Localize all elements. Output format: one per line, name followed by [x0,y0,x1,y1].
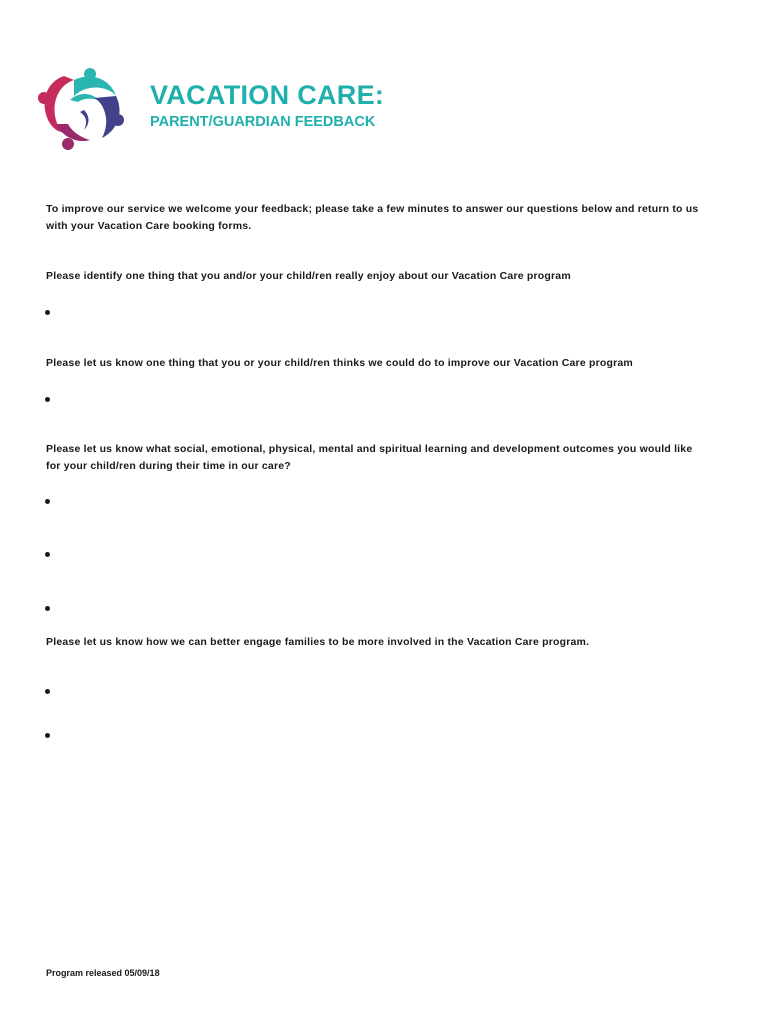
question-4: Please let us know how we can better engage families to be more involved in the Vacation Care program. [46,636,590,648]
answer-bullet-3a [45,499,50,504]
question-3: Please let us know what social, emotional, physical, mental and spiritual learning and development outcomes you would like for your child/ren during their time in our care? [46,443,693,472]
intro-paragraph: To improve our service we welcome your feedback; please take a few minutes to answer our questions below and return to us with your Vacation Care booking forms. [46,203,699,232]
organization-logo [34,66,126,152]
answer-bullet-3c [45,606,50,611]
answer-bullet-4b [45,733,50,738]
answer-bullet-1 [45,310,50,315]
answer-bullet-4a [45,689,50,694]
page-title: VACATION CARE: [150,80,385,110]
page-subtitle: PARENT/GUARDIAN FEEDBACK [150,114,376,130]
answer-bullet-3b [45,552,50,557]
logo-icon [34,66,126,152]
release-footer: Program released 05/09/18 [46,968,160,978]
answer-bullet-2 [45,397,50,402]
question-1: Please identify one thing that you and/or your child/ren really enjoy about our Vacation Care program [46,270,571,282]
question-2: Please let us know one thing that you or your child/ren thinks we could do to improve our Vacation Care program [46,357,633,369]
